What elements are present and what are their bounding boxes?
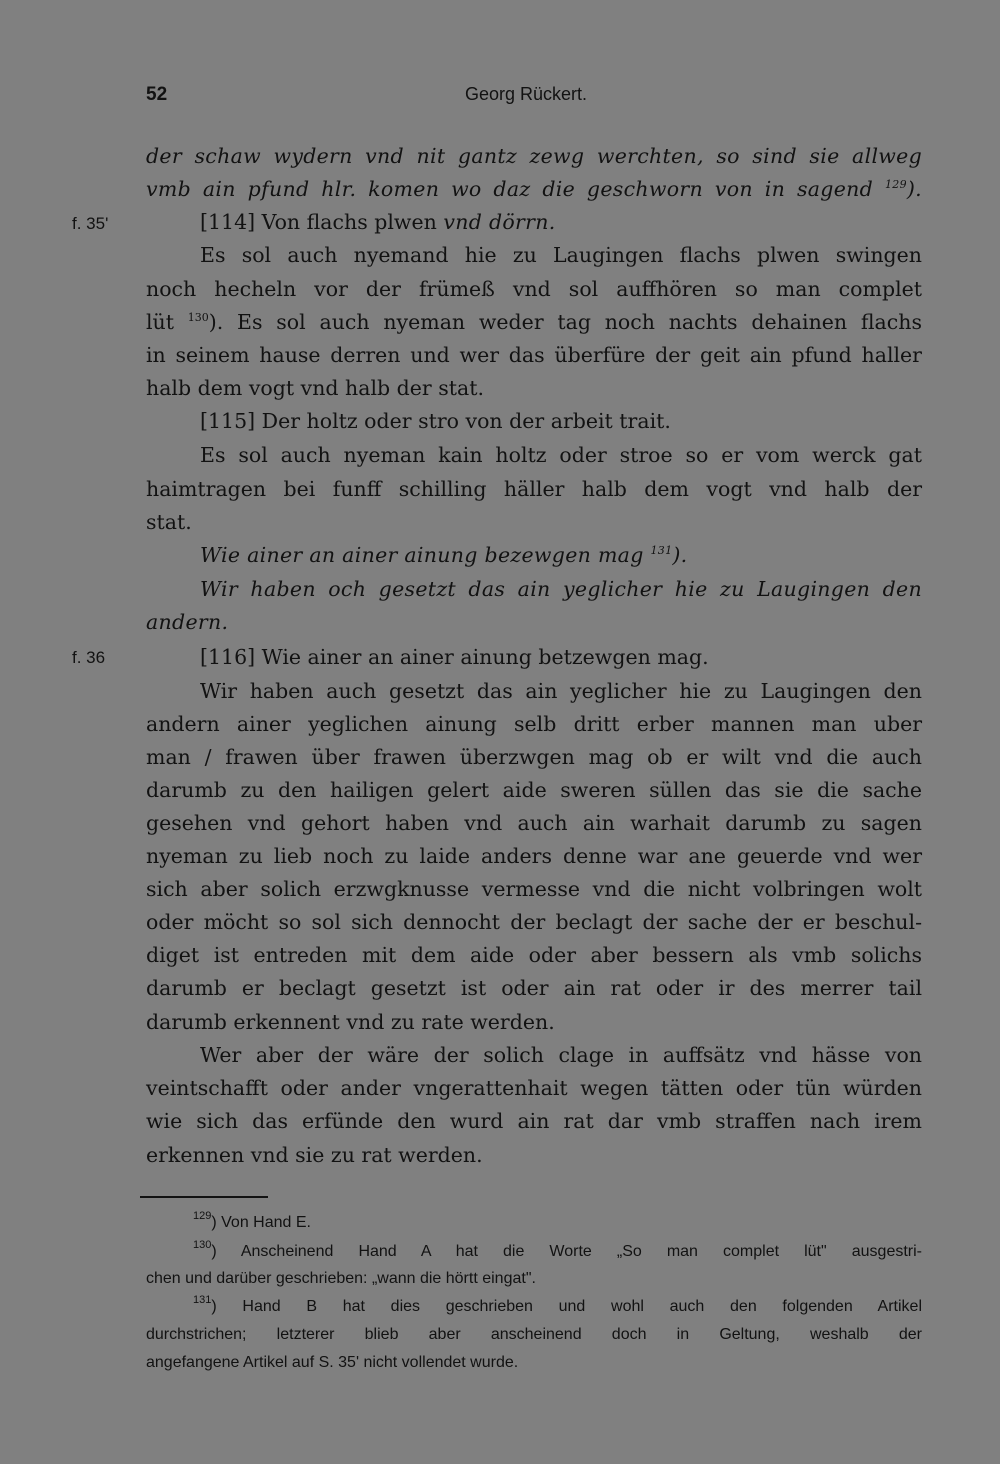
text-line: andern ainer yeglichen ainung selb dritt erber mannen man uber [146,712,922,736]
text-line: in seinem hause derren und wer das überfüre der geit ain pfund haller [146,343,922,367]
text-line: stat. [146,510,192,534]
text-line: oder möcht so sol sich dennocht der beclagt der sache der er beschul- [146,910,922,934]
section-heading: [116] Wie ainer an ainer ainung betzewgen mag. [200,645,709,669]
text-line: halb dem vogt vnd halb der stat. [146,376,484,400]
margin-folio-note: f. 36 [72,648,106,667]
footnote: $^{130}$) Anscheinend Hand A hat die Worte „So man complet lüt" ausgestri- [193,1239,922,1260]
section-heading: [114] Von flachs plwen vnd dörrn. [200,210,556,234]
text-line: Es sol auch nyemand hie zu Laugingen flachs plwen swingen [200,243,922,267]
footnote-ref: 130 [187,311,209,324]
text-line: diget ist entreden mit dem aide oder aber bessern als vmb solichs [146,943,922,967]
footnote: $^{131}$) Hand B hat dies geschrieben und wohl auch den folgenden Artikel [193,1294,922,1315]
text-line: nyeman zu lieb noch zu laide anders denne war ane geuerde vnd wer [146,844,922,868]
section-heading: [115] Der holtz oder stro von der arbeit trait. [200,409,671,433]
text-line: lüt $^{130}$). Es sol auch nyeman weder tag noch nachts dehainen flachs [146,310,922,334]
text-line: Wie ainer an ainer ainung bezewgen mag $^{131}$). [200,543,688,567]
footnote-ref: 129 [884,178,907,191]
text-line: Wer aber der wäre der solich clage in auffsätz vnd hässe von [200,1043,922,1067]
text-line: der schaw wydern vnd nit gantz zewg werchten, so sind sie allweg [146,144,922,168]
footnote-ref: 131 [650,544,673,557]
footnote: $^{129}$) Von Hand E. [193,1210,311,1231]
footnote-line: angefangene Artikel auf S. 35' nicht vollendet wurde. [146,1354,519,1371]
text-line: gesehen vnd gehort haben vnd auch ain warhait darumb zu sagen [146,811,922,835]
text-line: erkennen vnd sie zu rat werden. [146,1143,483,1167]
running-title: Georg Rückert. [465,84,588,104]
footnote-line: chen und darüber geschrieben: „wann die hörtt eingat". [146,1270,536,1287]
text-line: andern. [146,610,229,634]
text-line: sich aber solich erzwgknusse vermesse vnd die nicht volbringen wolt [146,877,922,901]
text-line: Es sol auch nyeman kain holtz oder stroe so er vom werck gat [200,443,922,467]
text-line: noch hecheln vor der frümeß vnd sol auffhören so man complet [146,277,922,301]
text-line: darumb erkennent vnd zu rate werden. [146,1010,555,1034]
text-line: man / frawen über frawen überzwgen mag ob er wilt vnd die auch [146,745,922,769]
text-line: Wir haben auch gesetzt das ain yeglicher hie zu Laugingen den [200,679,922,703]
text-line: haimtragen bei funff schilling häller halb dem vogt vnd halb der [146,477,922,501]
footnote-separator [140,1196,268,1198]
text-line: Wir haben och gesetzt das ain yeglicher hie zu Laugingen den [200,577,922,601]
text-line: veintschafft oder ander vngerattenhait wegen tätten oder tün würden [146,1076,922,1100]
text-line: vmb ain pfund hlr. komen wo daz die geschworn von in sagend $^{129}$). [146,177,922,201]
text-line: darumb er beclagt gesetzt ist oder ain rat oder ir des merrer tail [146,976,922,1000]
page-number: 52 [146,84,168,105]
footnote-line: durchstrichen; letzterer blieb aber anscheinend doch in Geltung, weshalb der [146,1326,922,1343]
text-line: darumb zu den hailigen gelert aide sweren süllen das sie die sache [146,778,922,802]
text-line: wie sich das erfünde den wurd ain rat dar vmb straffen nach irem [146,1109,922,1133]
margin-folio-note: f. 35' [72,214,109,233]
